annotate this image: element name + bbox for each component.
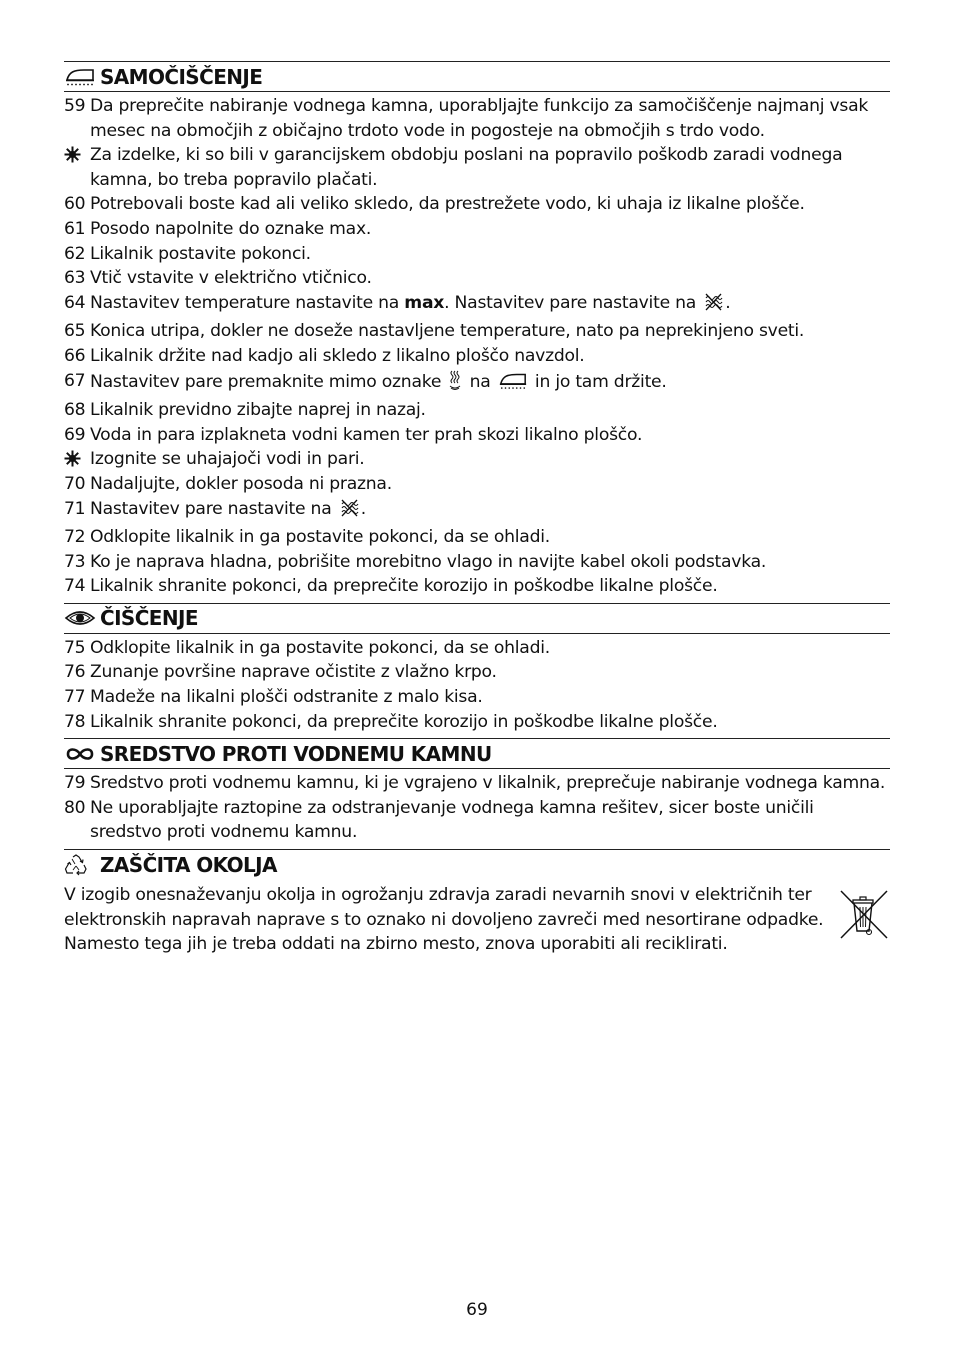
item-text: Ne uporabljajte raztopine za odstranjevanje vodnega kamna rešitev, sicer boste uničili sredstvo proti vodnemu kamnu.	[90, 797, 814, 843]
item-text: Zunanje površine naprave očistite z vlažno krpo.	[90, 662, 497, 683]
item-text-pre: Nastavitev pare nastavite na	[90, 498, 337, 519]
item-text-post: in jo tam držite.	[529, 371, 667, 392]
list-item	[64, 398, 890, 423]
item-text: Konica utripa, dokler ne doseže nastavljene temperature, nato pa neprekinjeno sveti.	[90, 321, 805, 342]
list-item	[64, 636, 890, 661]
list-item	[64, 242, 890, 267]
list-item	[64, 266, 890, 291]
list-item	[64, 192, 890, 217]
item-text	[90, 369, 890, 399]
section-header-cleaning	[64, 603, 890, 634]
item-text: Likalnik previdno zibajte naprej in nazaj.	[90, 400, 426, 421]
item-text-mid: na	[464, 371, 496, 392]
antiscale-list	[64, 771, 890, 845]
section-title-environment: ZAŠČITA OKOLJA	[100, 852, 277, 877]
section-title-selfclean: SAMOČIŠČENJE	[100, 64, 263, 89]
item-text: Likalnik postavite pokonci.	[90, 243, 311, 264]
page-number: 69	[466, 1300, 488, 1320]
no-steam-icon	[703, 292, 723, 320]
no-steam-icon	[339, 498, 359, 526]
list-item	[64, 574, 890, 599]
item-number: 80	[64, 797, 86, 818]
item-number: 74	[64, 576, 86, 597]
item-number: 70	[64, 473, 86, 494]
item-text: Likalnik držite nad kadjo ali skledo z likalno ploščo navzdol.	[90, 345, 585, 366]
list-item	[64, 472, 890, 497]
list-item	[64, 423, 890, 448]
item-number: 75	[64, 637, 86, 658]
item-text: Likalnik shranite pokonci, da preprečite korozijo in poškodbe likalne plošče.	[90, 711, 718, 732]
list-item-warning	[64, 447, 890, 472]
list-item	[64, 217, 890, 242]
environment-text: V izogib onesnaževanju okolja in ogrožanju zdravja zaradi nevarnih snovi v električnih ter elektronskih napravah naprave s to oznako ni dovoljeno zavreči med nesortirane odpadke. Namesto tega jih je treba oddati na zbirno mesto, znova uporabiti ali reciklirati.	[64, 885, 824, 955]
item-number: 63	[64, 268, 86, 289]
item-text: Posodo napolnite do oznake max.	[90, 218, 372, 239]
item-text-pre: Nastavitev temperature nastavite na	[90, 292, 405, 313]
item-text-pre: Nastavitev pare premaknite mimo oznake	[90, 371, 447, 392]
item-text: Odklopite likalnik in ga postavite pokonci, da se ohladi.	[90, 637, 550, 658]
item-text: Ko je naprava hladna, pobrišite morebitno vlago in navijte kabel okoli podstavka.	[90, 551, 767, 572]
item-text: Za izdelke, ki so bili v garancijskem obdobju poslani na popravilo poškodb zaradi vodnega kamna, bo treba popravilo plačati.	[90, 145, 843, 190]
list-item	[64, 369, 890, 399]
section-title-cleaning: ČIŠČENJE	[100, 606, 198, 631]
item-number: 67	[64, 370, 86, 391]
cleaning-list	[64, 636, 890, 734]
selfclean-list	[64, 94, 890, 599]
list-item	[64, 291, 890, 320]
iron-selfclean-icon	[498, 371, 528, 399]
item-number: 73	[64, 551, 86, 572]
item-number: 66	[64, 345, 86, 366]
item-text: Da preprečite nabiranje vodnega kamna, uporabljajte funkcijo za samočiščenje najmanj vsak mesec na območjih z običajno trdoto vode in pogosteje na območjih s trdo vodo.	[90, 96, 869, 141]
list-item	[64, 319, 890, 344]
item-text-end: .	[360, 498, 366, 519]
item-number: 61	[64, 218, 86, 239]
item-number: 62	[64, 243, 86, 264]
list-item	[64, 685, 890, 710]
list-item	[64, 660, 890, 685]
item-text: Voda in para izplakneta vodni kamen ter prah skozi likalno ploščo.	[90, 424, 643, 445]
item-text: Sredstvo proti vodnemu kamnu, ki je vgrajeno v likalnik, preprečuje nabiranje vodnega kamna.	[90, 773, 886, 794]
section-header-environment	[64, 849, 890, 879]
item-number: 64	[64, 292, 86, 313]
item-number: 59	[64, 96, 86, 116]
list-item-warning	[64, 143, 890, 192]
list-item	[64, 525, 890, 550]
item-number: 65	[64, 321, 86, 342]
iron-selfclean-icon	[64, 66, 100, 88]
section-header-selfclean	[64, 61, 890, 92]
item-number: 78	[64, 711, 86, 732]
crossed-bin-icon	[838, 887, 890, 945]
page-content	[64, 61, 890, 957]
item-text: Potrebovali boste kad ali veliko skledo, da prestrežete vodo, ki uhaja iz likalne plošče.	[90, 194, 805, 215]
environment-block	[64, 883, 890, 957]
item-number: 69	[64, 424, 86, 445]
warning-star-icon	[64, 143, 90, 192]
infinity-icon	[64, 743, 100, 765]
item-number: 72	[64, 527, 86, 548]
section-title-antiscale: SREDSTVO PROTI VODNEMU KAMNU	[100, 741, 492, 766]
item-text	[90, 291, 890, 320]
item-number: 76	[64, 662, 86, 683]
eye-icon	[64, 607, 100, 629]
item-number: 68	[64, 400, 86, 421]
warning-star-icon	[64, 447, 90, 472]
list-item	[64, 344, 890, 369]
recycle-icon	[64, 854, 100, 876]
max-steam-icon	[448, 369, 462, 399]
list-item	[64, 771, 890, 796]
item-text-bold: max	[404, 292, 445, 313]
item-number: 79	[64, 773, 86, 794]
item-text: Izognite se uhajajoči vodi in pari.	[90, 449, 365, 470]
item-number: 71	[64, 498, 86, 519]
list-item	[64, 710, 890, 735]
section-header-antiscale	[64, 738, 890, 769]
list-item	[64, 796, 890, 845]
item-number: 60	[64, 194, 86, 215]
item-text-end: .	[725, 292, 731, 313]
item-text: Vtič vstavite v električno vtičnico.	[90, 268, 372, 289]
item-text: Odklopite likalnik in ga postavite pokonci, da se ohladi.	[90, 527, 550, 548]
list-item	[64, 497, 890, 526]
list-item	[64, 550, 890, 575]
item-text: Likalnik shranite pokonci, da preprečite korozijo in poškodbe likalne plošče.	[90, 576, 718, 597]
item-text: Nadaljujte, dokler posoda ni prazna.	[90, 473, 392, 494]
item-text: Madeže na likalni plošči odstranite z malo kisa.	[90, 687, 483, 708]
item-text-post: . Nastavitev pare nastavite na	[444, 292, 702, 313]
item-text	[90, 497, 890, 526]
list-item	[64, 94, 890, 143]
item-number: 77	[64, 687, 86, 708]
